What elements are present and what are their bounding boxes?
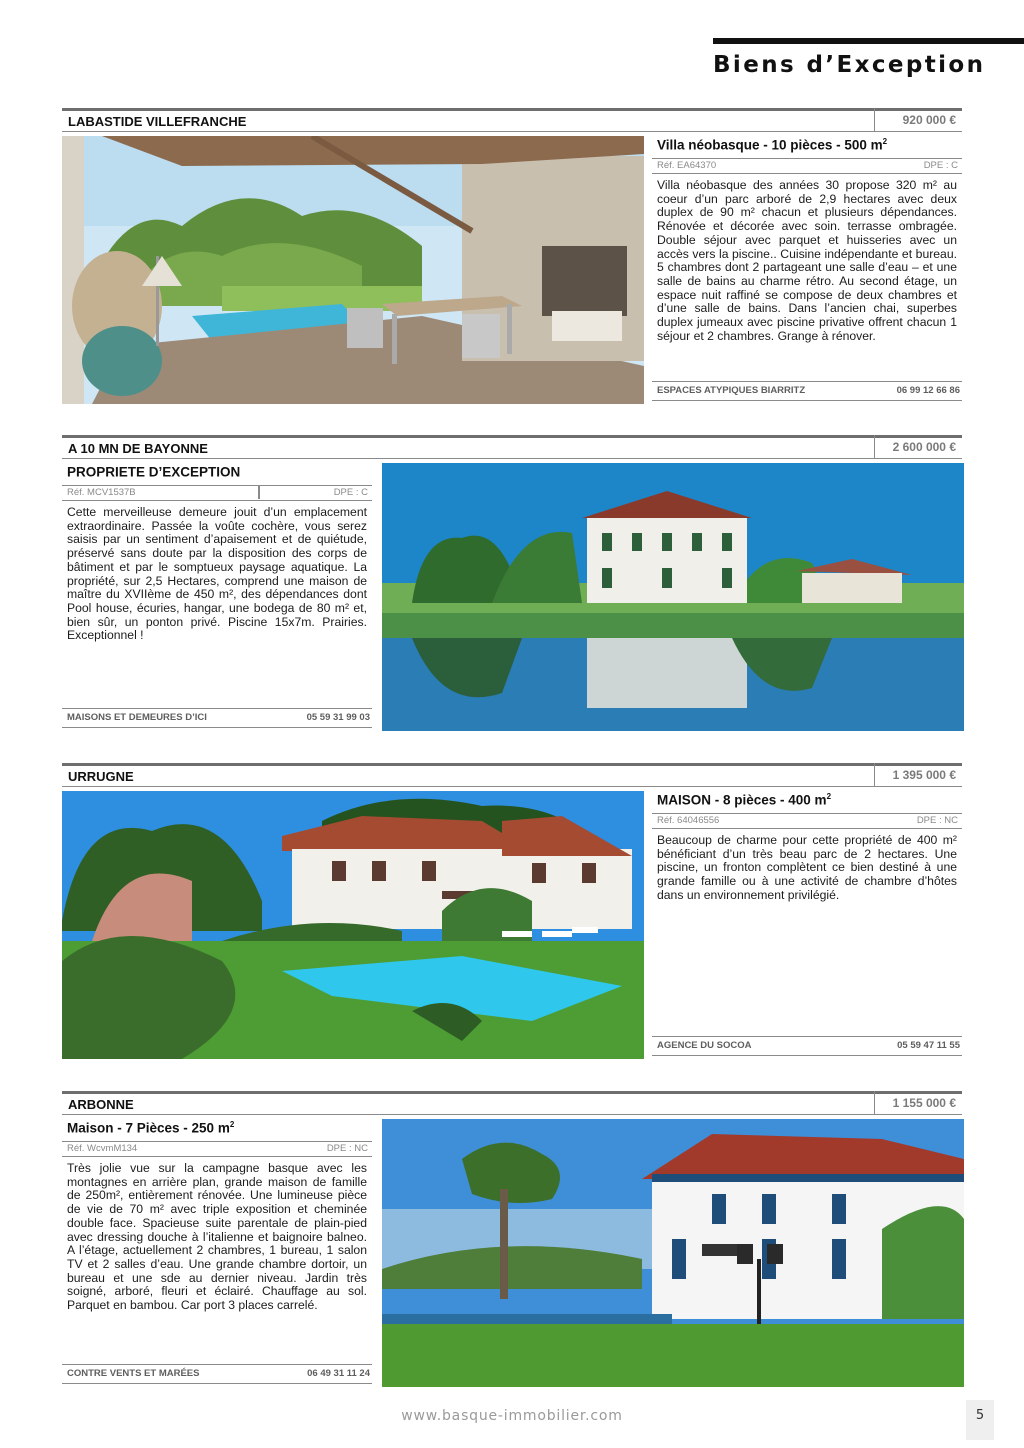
property-description: Beaucoup de charme pour cette propriété de 400 m² bénéficiant d’un très beau parc de 2 hectares. Une piscine, un fronton complètent ce bien destiné à une grande famille ou à une activité de chambre d’hôtes dans un environnement privilégié. [657, 833, 957, 902]
reference-number: Réf. WcvmM134 [67, 1143, 138, 1154]
agency-name: ESPACES ATYPIQUES BIARRITZ [657, 385, 806, 396]
agency-name: MAISONS ET DEMEURES D’ICI [67, 712, 207, 723]
agency-row [62, 1364, 372, 1384]
reference-row [62, 1141, 372, 1157]
page-title: Biens d’Exception [713, 52, 986, 78]
listing-location: URRUGNE [68, 769, 134, 784]
listing-info [62, 460, 372, 733]
agency-name: CONTRE VENTS ET MARÉES [67, 1368, 200, 1379]
agency-phone: 06 99 12 66 86 [896, 385, 960, 396]
reference-row [652, 813, 962, 829]
reference-number: Réf. EA64370 [657, 160, 717, 171]
listing-location: A 10 MN DE BAYONNE [68, 441, 208, 456]
reference-row [62, 485, 372, 501]
website-url[interactable]: www.basque-immobilier.com [401, 1408, 623, 1424]
listing-header [62, 108, 962, 132]
listing-price: 1 155 000 € [892, 1096, 956, 1110]
page-number: 5 [975, 1408, 985, 1423]
price-box [874, 1091, 962, 1115]
listing-labastide [62, 108, 962, 406]
listing-info [652, 133, 962, 406]
header-rule [713, 38, 1024, 44]
property-description: Cette merveilleuse demeure jouit d’un emplacement extraordinaire. Passée la voûte cochère, vous serez saisis par un sentiment d’apaisement et de quiétude, préservé sans doute par la disposition des corps de bâtiment et par le somptueux paysage aquatique. La propriété, sur 2,5 Hectares, comprend une maison de maître du XVIIème de 450 m², des dépendances dont Pool house, écuries, hangar, une bodega de 80 m² et, bien sûr, un ponton privé. Piscine 15x7m. Prairies. Exceptionnel ! [67, 505, 367, 643]
price-box [874, 108, 962, 132]
property-photo [382, 463, 964, 731]
price-box [874, 763, 962, 787]
agency-row [62, 708, 372, 728]
energy-rating: DPE : NC [326, 1143, 368, 1154]
listing-bayonne [62, 435, 962, 733]
agency-phone: 05 59 31 99 03 [306, 712, 370, 723]
listing-info [652, 788, 962, 1061]
property-title: PROPRIETE D’EXCEPTION [67, 464, 241, 480]
listing-header [62, 763, 962, 787]
agency-phone: 06 49 31 11 24 [307, 1368, 370, 1379]
listing-location: ARBONNE [68, 1097, 134, 1112]
page-number-box [966, 1400, 994, 1440]
property-photo [62, 791, 644, 1059]
agency-phone: 05 59 47 11 55 [897, 1040, 960, 1051]
listing-price: 920 000 € [902, 113, 956, 127]
property-description: Très jolie vue sur la campagne basque avec les montagnes en arrière plan, grande maison de famille de 250m², entièrement rénovée. Une lumineuse pièce de vie de 70 m² avec triple exposition et cheminée double face. Spacieuse suite parentale de plain-pied avec dressing douche à l’italienne et baignoire balneo. A l’étage, actuellement 2 chambres, 1 bureau, 1 salon TV et 2 salles d’eau. Une grande chambre dortoir, un bureau et une sde au dernier niveau. Jardin très soigné, arboré, fleuri et éclairé. Chauffage au sol. Parquet en bambou. Car port 3 places carrelé. [67, 1161, 367, 1313]
property-title: MAISON - 8 pièces - 400 $m^2$ [657, 792, 832, 808]
price-box [874, 435, 962, 459]
listing-urrugne [62, 763, 962, 1061]
agency-row [652, 1036, 962, 1056]
property-photo [62, 136, 644, 404]
listing-info [62, 1116, 372, 1389]
listing-arbonne [62, 1091, 962, 1389]
reference-number: Réf. 64046556 [657, 815, 720, 826]
agency-name: AGENCE DU SOCOA [657, 1040, 752, 1051]
listing-header [62, 1091, 962, 1115]
energy-rating: DPE : C [333, 487, 368, 498]
energy-rating: DPE : NC [916, 815, 958, 826]
property-photo [382, 1119, 964, 1387]
reference-number: Réf. MCV1537B [67, 487, 136, 498]
listing-header [62, 435, 962, 459]
property-description: Villa néobasque des années 30 propose 320 m² au coeur d’un parc arboré de 2,9 hectares avec deux duplex de 90 m² chacun et plusieurs dépendances. Rénovée et décorée avec soin. terrasse ombragée. Double séjour avec parquet et huisseries avec un accès vers la piscine.. Cuisine indépendante et bureau. 5 chambres dont 2 partageant une salle d’eau – et une salle de bains au charme rétro. Au second étage, un espace nuit raffiné se compose de deux chambres et d’une salle de bains. Dans l’ancien chai, superbes duplex jumeaux avec piscine privative offrent chacun 1 séjour et 2 chambres. Grange à rénover. [657, 178, 957, 343]
energy-rating: DPE : C [923, 160, 958, 171]
property-title: Villa néobasque - 10 pièces - 500 $m^2$ [657, 137, 888, 153]
separator [258, 486, 260, 499]
agency-row [652, 381, 962, 401]
listing-price: 2 600 000 € [892, 440, 956, 454]
listing-location: LABASTIDE VILLEFRANCHE [68, 114, 247, 129]
property-title: Maison - 7 Pièces - 250 $m^2$ [67, 1120, 235, 1136]
listing-price: 1 395 000 € [892, 768, 956, 782]
reference-row [652, 158, 962, 174]
